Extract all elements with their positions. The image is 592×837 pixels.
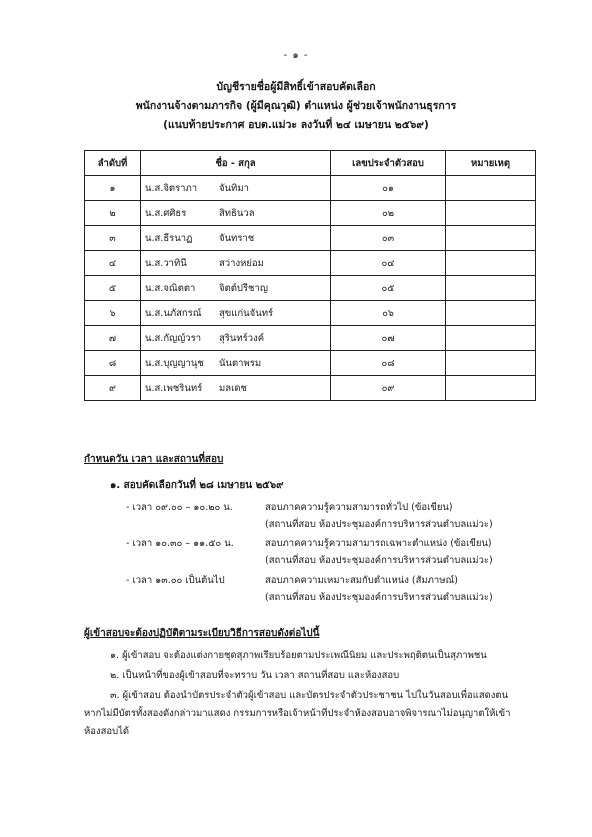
first-name: น.ส.กัญญ์วรา (145, 332, 202, 344)
candidate-name (141, 351, 331, 376)
table-header-row (85, 151, 536, 176)
candidate-name (141, 326, 331, 351)
note-cell (446, 251, 536, 276)
table-row (85, 326, 536, 351)
slot-2-time: - เวลา ๑๐.๓๐ – ๑๑.๕๐ น. (126, 538, 234, 549)
note-cell (446, 301, 536, 326)
slot-3-desc: สอบภาคความเหมาะสมกับตำแหน่ง (สัมภาษณ์) (265, 575, 459, 586)
candidate-name (141, 376, 331, 401)
row-number: ๙ (85, 376, 141, 401)
rules-heading: ผู้เข้าสอบจะต้องปฏิบัติตามระเบียบวิธีการสอบดังต่อไปนี้ (84, 628, 320, 639)
exam-id: ๐๖ (331, 301, 446, 326)
row-number: ๒ (85, 201, 141, 226)
title-line-2: พนักงานจ้างตามภารกิจ (ผู้มีคุณวุฒิ) ตำแหน่ง ผู้ช่วยเจ้าพนักงานธุรการ (135, 100, 457, 112)
candidate-name (141, 301, 331, 326)
title-line-3: (แนบท้ายประกาศ อบต.แม่วะ ลงวันที่ ๒๔ เมษายน ๒๕๖๙) (163, 119, 429, 131)
header-no: ลำดับที่ (85, 151, 141, 176)
page-number: - ๑ - (283, 50, 309, 61)
table-row (85, 251, 536, 276)
slot-3-location: (สถานที่สอบ ห้องประชุมองค์การบริหารส่วนตำบลแม่วะ) (265, 592, 493, 603)
last-name: จันทิมา (219, 182, 249, 194)
first-name: น.ส.ธีรนาฏ (145, 232, 193, 244)
exam-id: ๐๒ (331, 201, 446, 226)
table-row (85, 176, 536, 201)
note-cell (446, 376, 536, 401)
title-line-1: บัญชีรายชื่อผู้มีสิทธิ์เข้าสอบคัดเลือก (216, 81, 376, 93)
last-name: สว่างหย่อม (219, 257, 264, 269)
candidate-name (141, 276, 331, 301)
first-name: น.ส.ศศิธร (145, 207, 187, 219)
note-cell (446, 276, 536, 301)
header-exam-id: เลขประจำตัวสอบ (331, 151, 446, 176)
row-number: ๔ (85, 251, 141, 276)
candidate-name (141, 176, 331, 201)
first-name: น.ส.นภัสกรณ์ (145, 307, 202, 319)
slot-2-location: (สถานที่สอบ ห้องประชุมองค์การบริหารส่วนตำบลแม่วะ) (265, 555, 493, 566)
slot-1-time: - เวลา ๐๙.๐๐ – ๑๐.๒๐ น. (126, 502, 233, 513)
rule-3-continuation-2: ห้องสอบได้ (84, 726, 130, 737)
schedule-subheading: ๑. สอบคัดเลือกวันที่ ๒๘ เมษายน ๒๕๖๙ (110, 480, 284, 491)
last-name: สิทธินวล (219, 207, 255, 219)
row-number: ๗ (85, 326, 141, 351)
last-name: มลเดช (219, 382, 247, 394)
rule-2: ๒. เป็นหน้าที่ของผู้เข้าสอบที่จะทราบ วัน เวลา สถานที่สอบ และห้องสอบ (110, 670, 400, 681)
last-name: สุขแก่นจันทร์ (219, 307, 274, 319)
candidate-name (141, 226, 331, 251)
exam-id: ๐๔ (331, 251, 446, 276)
exam-id: ๐๙ (331, 376, 446, 401)
table-row (85, 301, 536, 326)
candidate-name (141, 201, 331, 226)
first-name: น.ส.จณิตตา (145, 282, 196, 294)
row-number: ๓ (85, 226, 141, 251)
slot-3-time: - เวลา ๑๓.๐๐ เป็นต้นไป (126, 575, 225, 586)
row-number: ๑ (85, 176, 141, 201)
schedule-heading: กำหนดวัน เวลา และสถานที่สอบ (84, 454, 224, 465)
rule-3: ๓. ผู้เข้าสอบ ต้องนำบัตรประจำตัวผู้เข้าสอบ และบัตรประจำตัวประชาชน ไปในวันสอบเพื่อแสดงตน (110, 690, 509, 701)
slot-2-desc: สอบภาคความรู้ความสามารถเฉพาะตำแหน่ง (ข้อเขียน) (265, 538, 492, 549)
exam-id: ๐๓ (331, 226, 446, 251)
note-cell (446, 176, 536, 201)
candidate-name (141, 251, 331, 276)
note-cell (446, 351, 536, 376)
row-number: ๖ (85, 301, 141, 326)
header-name: ชื่อ - สกุล (141, 151, 331, 176)
table-row (85, 376, 536, 401)
first-name: น.ส.วาทินี (145, 257, 187, 269)
slot-1-desc: สอบภาคความรู้ความสามารถทั่วไป (ข้อเขียน) (265, 502, 453, 513)
first-name: น.ส.จิตราภา (145, 182, 198, 194)
slot-1-location: (สถานที่สอบ ห้องประชุมองค์การบริหารส่วนตำบลแม่วะ) (265, 519, 493, 530)
note-cell (446, 226, 536, 251)
last-name: จิตต์ปรีชาญ (219, 282, 268, 294)
last-name: นันตาพรม (219, 357, 262, 369)
exam-id: ๐๕ (331, 276, 446, 301)
rule-1: ๑. ผู้เข้าสอบ จะต้องแต่งกายชุดสุภาพเรียบร้อยตามประเพณีนิยม และประพฤติตนเป็นสุภาพชน (110, 650, 487, 661)
table-row (85, 226, 536, 251)
table-row (85, 201, 536, 226)
exam-id: ๐๘ (331, 351, 446, 376)
row-number: ๕ (85, 276, 141, 301)
header-note: หมายเหตุ (446, 151, 536, 176)
first-name: น.ส.เพชรินทร์ (145, 382, 203, 394)
exam-id: ๐๑ (331, 176, 446, 201)
row-number: ๘ (85, 351, 141, 376)
rule-3-continuation-1: หากไม่มีบัตรทั้งสองดังกล่าวมาแสดง กรรมการหรือเจ้าหน้าที่ประจำห้องสอบอาจพิจารณาไม่อนุญาตให้เข้า (84, 708, 511, 719)
exam-id: ๐๗ (331, 326, 446, 351)
first-name: น.ส.บุญญานุช (145, 357, 204, 369)
candidate-table (84, 150, 536, 401)
table-row (85, 351, 536, 376)
note-cell (446, 326, 536, 351)
last-name: สุรินทร์วงค์ (219, 332, 265, 344)
table-row (85, 276, 536, 301)
note-cell (446, 201, 536, 226)
document-title-block (0, 78, 592, 135)
last-name: จันทราช (219, 232, 255, 244)
